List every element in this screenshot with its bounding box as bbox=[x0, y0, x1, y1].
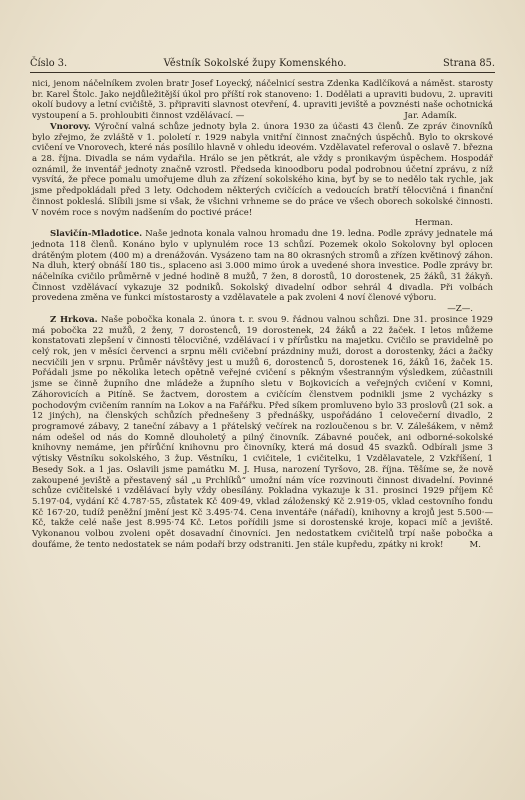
paragraph-vnorovy bbox=[32, 122, 493, 218]
section-heading: Z Hrkova. bbox=[50, 314, 98, 325]
header-rule bbox=[30, 72, 495, 73]
page-header bbox=[30, 56, 495, 70]
signature: Herman. bbox=[414, 218, 453, 229]
paragraph-text: Výroční valná schůze jednoty byla 2. února 1930 za účasti 43 členů. Ze zpráv činovníků bylo zřejmo, že zvláště v 1. pololetí r. 1929 nabyla vnitřní činnost značných úspěchů. Bylo to okrskové cvičení ve Vnorovech, které nás posílilo hlavně v ohledu ideovém. Vzdělavatel referoval o oslavě 7. března a 28. října. Divadla se nám vydařila. Hrálo se jen pětkrát, ale vždy s pronikavým úspěchem. Hospodář oznámil, že inventář jednoty značně vzrostl. Předseda kinoodboru podal podrobnou účetní zprávu, z níž vysvítá, že přece pomalu umořujeme dluh za zřízení sokolského kina, byť by se to nedělo tak rychle, jak jsme předpokládali před 3 lety. Odchodem některých cvičících a vedoucích bratří tělocvičná i finanční činnost pokleslá. Slíbili jsme si však, že všichni vrhneme se do práce ve všech oborech sokolské činnosti. V novém roce s novým nadšením do poctivé práce! bbox=[32, 121, 494, 218]
paragraph-text: nici, jenom náčelníkem zvolen bratr Josef Loyecký, náčelnicí sestra Zdenka Kadlčíková a náměst. starosty br. Karel Štolc. Jako nejdůležitější úkol pro příští rok stanoveno: 1. Dodělati a upraviti budovu, 2. upraviti okolí budovy a letní cvičiště, 3. připraviti slavnost otevření, 4. upraviti jeviště a povznésti naše ochotnická vystoupení a 5. prohloubiti činnost vzdělávací. — bbox=[32, 79, 493, 122]
section-heading: Slavičín-Mladotice. bbox=[50, 229, 143, 240]
article-body bbox=[32, 79, 493, 551]
signature: M. bbox=[469, 539, 481, 550]
paragraph-slavicin bbox=[32, 229, 494, 315]
journal-title: Věstník Sokolské župy Komenského. bbox=[163, 58, 347, 69]
issue-number: Číslo 3. bbox=[30, 58, 68, 69]
paragraph-text: Naše jednota konala valnou hromadu dne 19. ledna. Podle zprávy jednatele má jednota 118 členů. Konáno bylo v uplynulém roce 13 schůzí. Pozemek okolo Sokolovny byl oplocen drátěným plotem (400 m) a drenážován. Vysázeno tam na 80 okrasných stromů a zřízen květinový záhon. Na dluh, který obnáší 180 tis., splaceno asi 3.000 mimo úrok a uvedené shora investice. Podle zprávy br. náčelníka cvičilo průměrně v jedné hodině 8 mužů, 7 žen, 8 dorostů, 10 dorostenek, 25 žáků, 31 žákyň. Činnost vzdělávací vykazuje 32 podniků. Sokolský divadelní odbor sehrál 4 divadla. Při volbách provedena změna ve funkci místostarosty a vzdělavatele a pak zvoleni 4 noví členové výboru. bbox=[32, 229, 494, 304]
paragraph-hrkov bbox=[32, 315, 493, 551]
paragraph-text: Naše pobočka konala 2. února t. r. svou 9. řádnou valnou schůzi. Dne 31. prosince 1929 má pobočka 22 mužů, 2 ženy, 7 dorostenců, 19 dorostenek, 24 žáků a 22 žaček. I letos můžeme konstatovati zlepšení v činnosti tělocvičné, vzdělávací i v přírůstku na majetku. Cvičilo se pravidelně po celý rok, jen v měsíci červenci a srpnu měli cvičební prázdniny muži, dorost a dorostenky, žáci a žačky necvičili jen v srpnu. Průměr návštěvy jest u mužů 6, dorostenců 5, dorostenek 16, žáků 16, žaček 15. Pořádali jsme po několika letech opětně veřejné cvičení s pěkným všestranným výsledkem, zúčastnili jsme se činně župního dne mládeže a župního sletu v Bojkovicích a veřejných cvičení v Komni, Záhorovicích a Pitíně. Se žactvem, dorostem a cvičícím členstvem podnikli jsme 2 vycházky s pochodovým cvičením ranním na Lokov a na Fařářku. Před síkem promluveno bylo 33 proslovů (21 sok. a 12 jiných), na členských schůzích přednešeny 3 přednášky, uspořádáno 1 celovečerní divadlo, 2 programové zábavy, 2 taneční zábavy a 1 přátelský večírek na rozloučenou s br. V. Zálešákem, v němž nám odešel od nás do Komně dlouholetý a pilný činovník. Zábavné pouček, ani odborné-sokolské knihovny nemáme, jen přírůční knihovnu pro činovníky, která má dosud 45 svazků. Odbírali jsme 3 výtisky Věstníku sokolského, 3 žup. Věstníku, 1 cvičitele, 1 cvičitelku, 1 Vzdělavatele, 2 Vzkříšení, 1 Besedy Sok. a 1 jas. Oslavili jsme památku M. J. Husa, narození Tyršovo, 28. října. Těšíme se, že nově zakoupené jeviště a přestavený sál „u Prchlíků“ umožní nám více rozvinouti činnost divadelní. Povinné schůze cvičitelské i vzdělávací byly vždy obesílány. Pokladna vykazuje k 31. prosinci 1929 příjem Kč 5.197·04, vydání Kč 4.787·55, zůstatek Kč 409·49, vklad záloženský Kč 2.919·05, vklad cestovního fondu Kč 167·20, tudíž peněžní jmění jest Kč 3.495·74. Cena inventáře (nářadí), knihovny a krojů jest 5.500·— Kč, takže celé naše jest 8.995·74 Kč. Letos pořídili jsme si dorostenské kroje, kopaci míč a jeviště. Vykonanou volbou zvoleni opět dosavadní činovníci. Jen nedostatkem cvičitelů trpí naše pobočka a doufáme, že tento nedostatek se nám podaří brzy odstraniti. Jen stále kupředu, zpátky ni krok! bbox=[32, 314, 493, 550]
signature: —Z—. bbox=[447, 304, 473, 315]
signature: Jar. Adamík. bbox=[404, 111, 457, 122]
page-number: Strana 85. bbox=[442, 58, 495, 69]
paragraph-adamik bbox=[32, 79, 493, 122]
section-heading: Vnorovy. bbox=[50, 121, 91, 132]
